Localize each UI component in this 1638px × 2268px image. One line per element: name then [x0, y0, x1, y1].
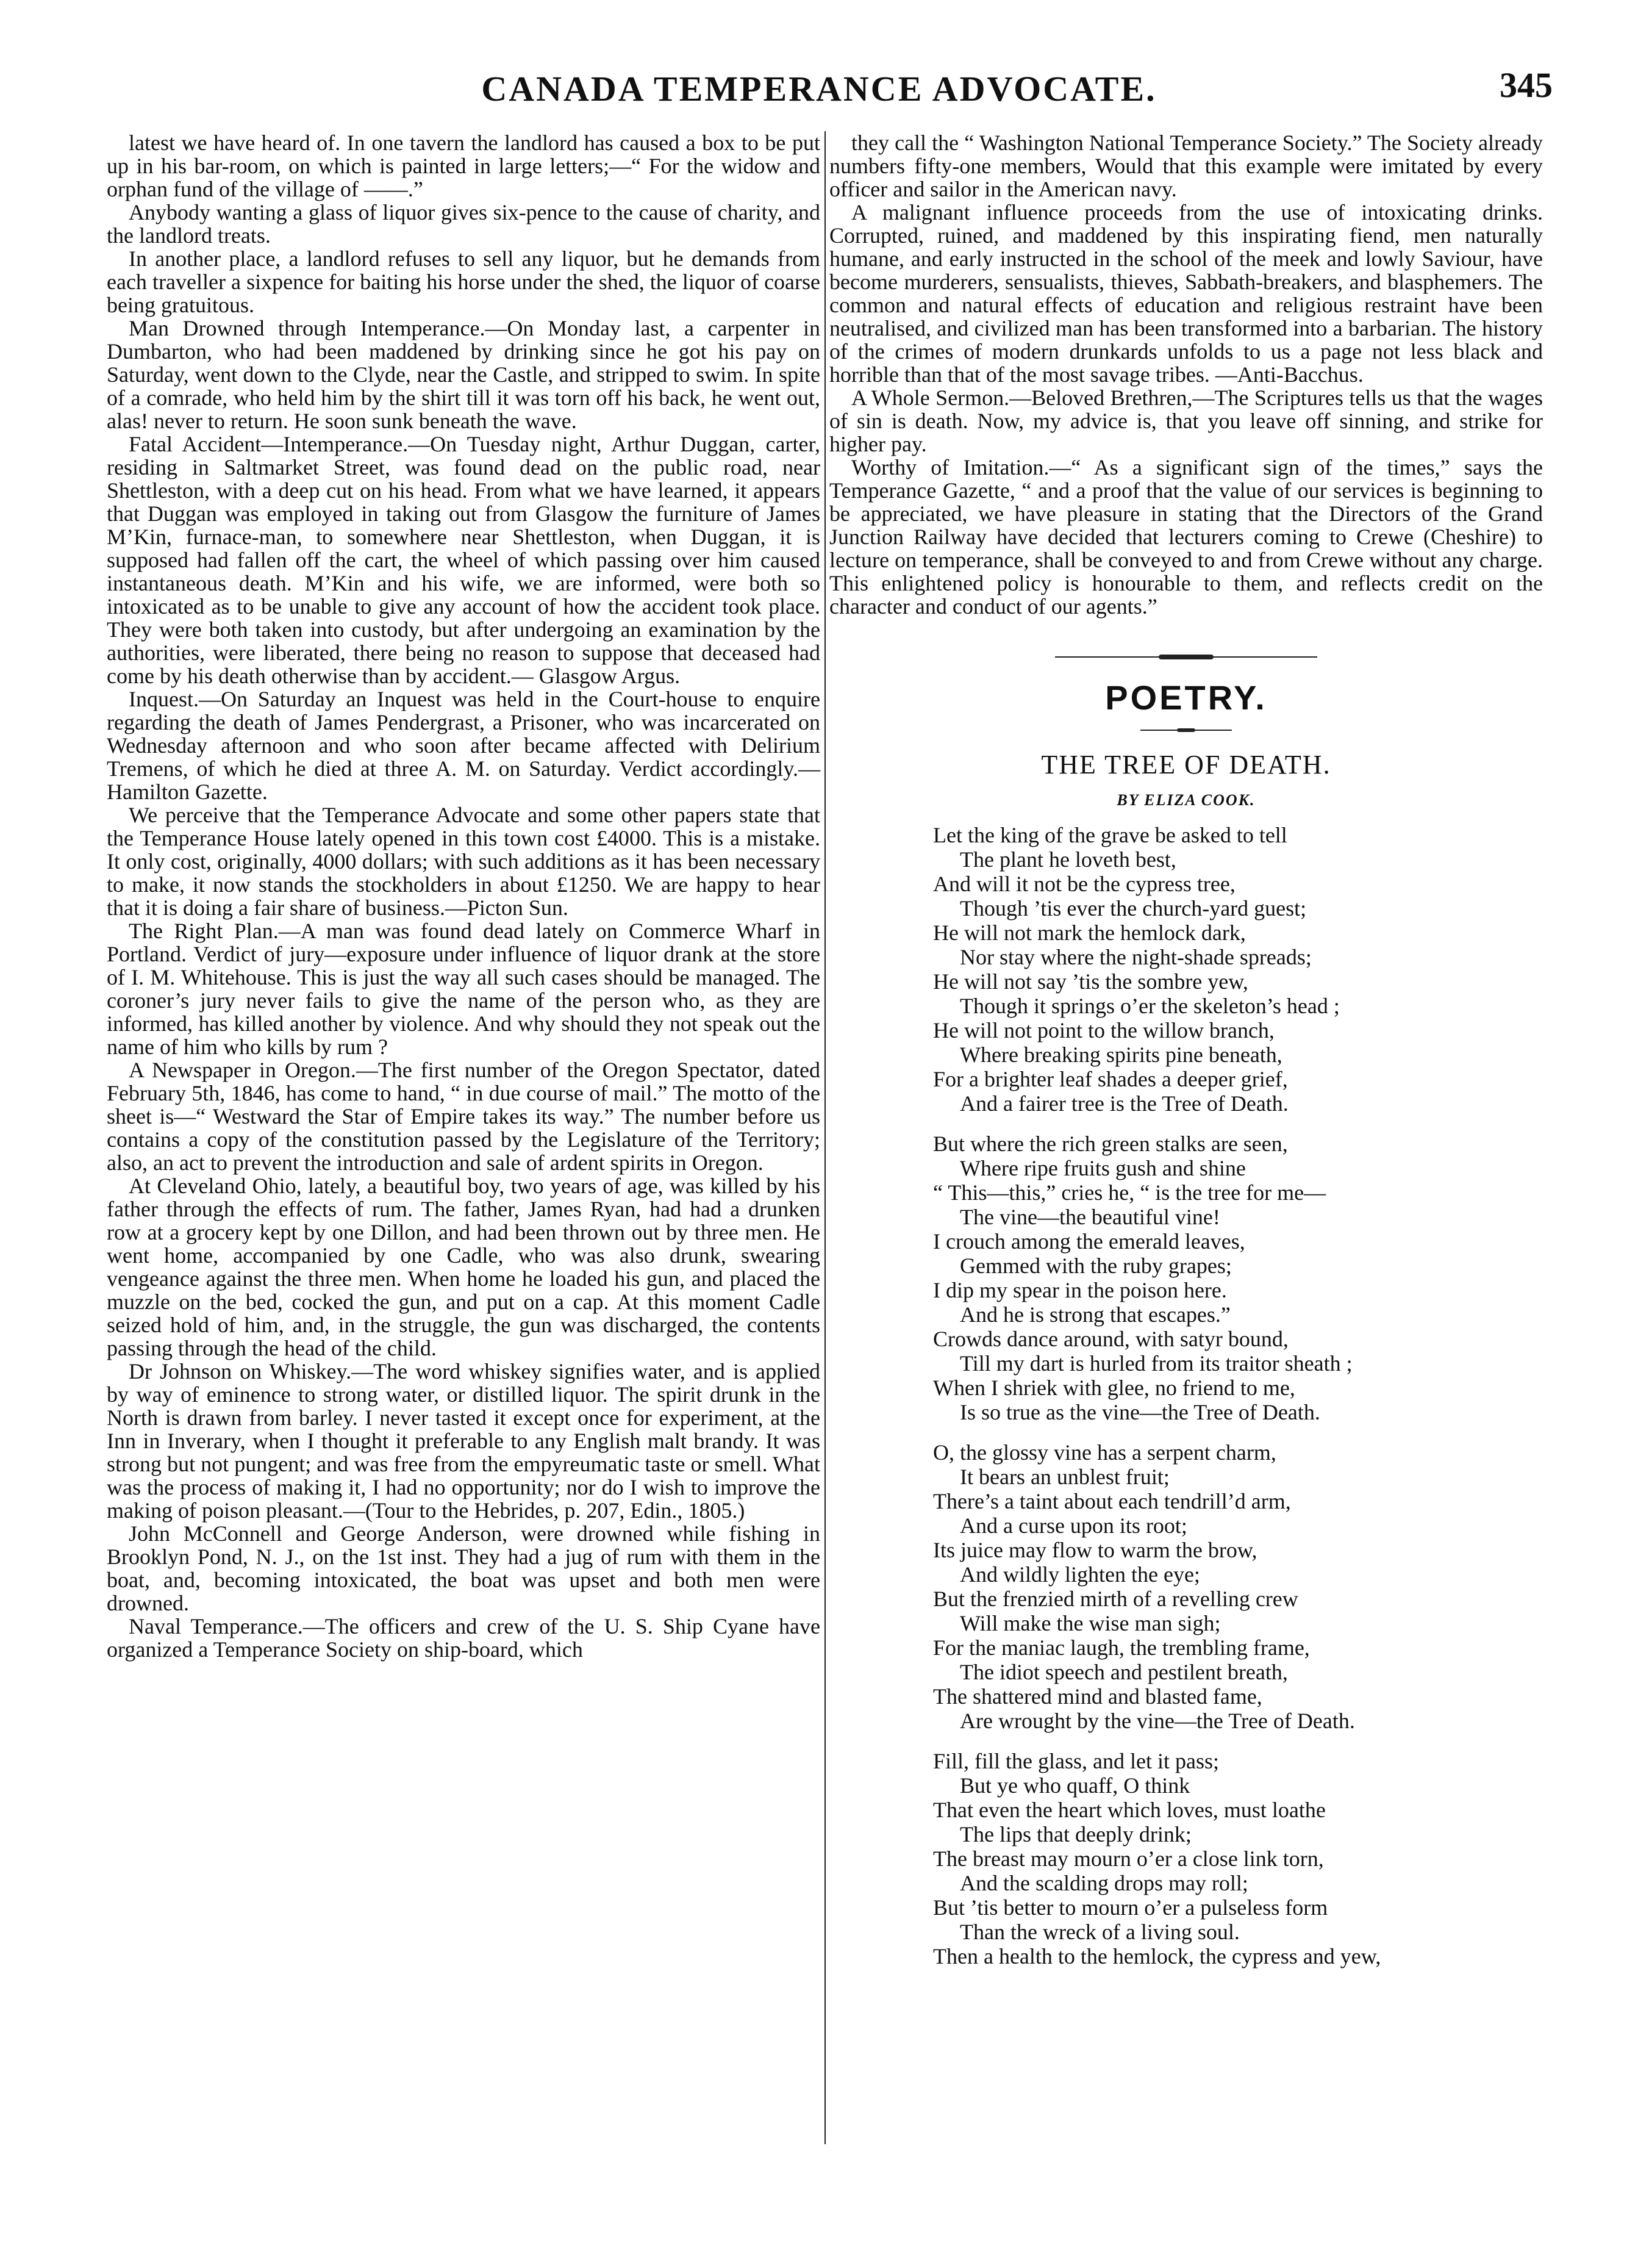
article-right-plan: The Right Plan.—A man was found dead lately on Commerce Wharf in Portland. Verdict of jury—exposure under influence of liquor drank at the store of I. M. Whitehouse. This is just the way all such cases should be managed. The coroner’s jury never fails to give the name of the person who, as they are informed, has killed another by violence. And why should they not speak out the name of him who kills by rum ?: [107, 919, 820, 1059]
article-dr-johnson: Dr Johnson on Whiskey.—The word whiskey signifies water, and is applied by way of eminence to strong water, or distilled liquor. The spirit drunk in the North is drawn from barley. I never tasted it except once for experiment, at the Inn in Inverary, when I thought it preferable to any English malt brandy. It was strong but not pungent; and was free from the empyreumatic taste or smell. What was the process of making it, I had no opportunity; nor do I wish to improve the making of poison pleasant.—(Tour to the Hebrides, p. 207, Edin., 1805.): [107, 1359, 820, 1523]
poem-stanza: [829, 1132, 1543, 1424]
poem-line: That even the heart which loves, must loathe: [933, 1798, 1326, 1822]
poem-line: Then a health to the hemlock, the cypress and yew,: [933, 1944, 1381, 1968]
ornament-divider: [1055, 655, 1317, 659]
poem-line: The idiot speech and pestilent breath,: [960, 1660, 1288, 1684]
section-title-poetry: POETRY.: [1105, 678, 1267, 717]
article-worthy-of-imitation: Worthy of Imitation.—“ As a significant sign of the times,” says the Temperance Gazette, “ and a proof that the value of our services is beginning to be appreciated, we have pleasure in stating that the Directors of the Grand Junction Railway have decided that lecturers coming to Crewe (Cheshire) to lecture on temperance, shall be conveyed to and from Crewe without any charge. This enlightened policy is honourable to them, and reflects credit on the character and conduct of our agents.”: [829, 455, 1543, 619]
poem-stanza: [829, 823, 1543, 1116]
poem-line: He will not point to the willow branch,: [933, 1018, 1275, 1042]
poem-title: THE TREE OF DEATH.: [1041, 750, 1331, 780]
small-ornament-divider: [1140, 728, 1232, 732]
article-paragraph: latest we have heard of. In one tavern the landlord has caused a box to be put up in his bar-room, on which is painted in large letters;—“ For the widow and orphan fund of the village of ——.”: [107, 131, 820, 201]
poem-line: Fill, fill the glass, and let it pass;: [933, 1749, 1219, 1773]
article-man-drowned: Man Drowned through Intemperance.—On Monday last, a carpenter in Dumbarton, who had been maddened by drinking since he got his pay on Saturday, went down to the Clyde, near the Castle, and stripped to swim. In spite of a comrade, who held him by the shirt till it was torn off his back, he went out, alas! never to return. He soon sunk beneath the wave.: [107, 316, 820, 433]
poem-stanza: [829, 1749, 1543, 1968]
poem: [829, 823, 1543, 1968]
poem-line: “ This—this,” cries he, “ is the tree for me—: [933, 1180, 1326, 1205]
article-paragraph: they call the “ Washington National Temperance Society.” The Society already numbers fifty-one members, Would that this example were imitated by every officer and sailor in the American navy.: [829, 131, 1543, 201]
poem-line: I crouch among the emerald leaves,: [933, 1229, 1245, 1254]
article-fatal-accident: Fatal Accident—Intemperance.—On Tuesday night, Arthur Duggan, carter, residing in Saltmarket Street, was found dead on the public road, near Shettleston, with a deep cut on his head. From what we have learned, it appears that Duggan was employed in taking out from Glasgow the furniture of James M’Kin, furnace-man, to somewhere near Shettleston, when Duggan, it is supposed had fallen off the cart, the wheel of which passing over him caused instantaneous death. M’Kin and his wife, we are informed, were both so intoxicated as to be unable to give any account of how the accident took place. They were both taken into custody, but after undergoing an examination by the authorities, were liberated, there being no reason to suppose that deceased had come by his death otherwise than by accident.— Glasgow Argus.: [107, 432, 820, 688]
poem-line: Crowds dance around, with satyr bound,: [933, 1327, 1289, 1351]
poem-line: Though ’tis ever the church-yard guest;: [960, 896, 1307, 920]
poem-line: It bears an unblest fruit;: [960, 1465, 1170, 1489]
poem-line: Nor stay where the night-shade spreads;: [960, 945, 1312, 969]
left-column: [107, 131, 820, 1661]
article-newspaper-oregon: A Newspaper in Oregon.—The first number of the Oregon Spectator, dated February 5th, 1846, has come to hand, “ in due course of mail.” The motto of the sheet is—“ Westward the Star of Empire takes its way.” The number before us contains a copy of the constitution passed by the Legislature of the Territory; also, an act to prevent the introduction and sale of ardent spirits in Oregon.: [107, 1058, 820, 1175]
article-naval-temperance: Naval Temperance.—The officers and crew of the U. S. Ship Cyane have organized a Temperance Society on ship-board, which: [107, 1614, 820, 1662]
poem-line: But the frenzied mirth of a revelling crew: [933, 1587, 1298, 1611]
poem-line: And the scalding drops may roll;: [960, 1871, 1248, 1895]
poem-line: But ’tis better to mourn o’er a pulseless form: [933, 1895, 1328, 1920]
article-temperance-house: We perceive that the Temperance Advocate and some other papers state that the Temperance House lately opened in this town cost £4000. This is a mistake. It only cost, originally, 4000 dollars; with such additions as it has been necessary to make, it now stands the stockholders in about £1250. We are happy to hear that it is doing a fair share of business.—Picton Sun.: [107, 803, 820, 920]
poem-line: Than the wreck of a living soul.: [960, 1920, 1240, 1944]
poem-line: Are wrought by the vine—the Tree of Death.: [960, 1709, 1355, 1733]
poem-stanza: [829, 1440, 1543, 1733]
poem-author: BY ELIZA COOK.: [1117, 791, 1256, 809]
poem-line: And will it not be the cypress tree,: [933, 872, 1236, 896]
poem-line: Where ripe fruits gush and shine: [960, 1156, 1246, 1180]
poem-line: Where breaking spirits pine beneath,: [960, 1042, 1282, 1067]
poem-line: And wildly lighten the eye;: [960, 1562, 1200, 1587]
article-drowned-brooklyn: John McConnell and George Anderson, were drowned while fishing in Brooklyn Pond, N. J., on the 1st inst. They had a jug of rum with them in the boat, and, becoming intoxicated, the boat was upset and both men were drowned.: [107, 1521, 820, 1615]
poem-line: Let the king of the grave be asked to tell: [933, 823, 1287, 847]
poem-line: The shattered mind and blasted fame,: [933, 1684, 1262, 1709]
poem-line: When I shriek with glee, no friend to me,: [933, 1376, 1295, 1400]
poem-line: The vine—the beautiful vine!: [960, 1205, 1220, 1229]
poem-line: Is so true as the vine—the Tree of Death.: [960, 1400, 1320, 1424]
poem-line: O, the glossy vine has a serpent charm,: [933, 1440, 1276, 1465]
page-number: 345: [1500, 65, 1553, 105]
poem-line: And he is strong that escapes.”: [960, 1302, 1231, 1327]
poem-line: Gemmed with the ruby grapes;: [960, 1254, 1232, 1278]
poem-line: I dip my spear in the poison here.: [933, 1278, 1227, 1302]
poem-line: But ye who quaff, O think: [960, 1773, 1190, 1798]
poem-line: The lips that deeply drink;: [960, 1822, 1192, 1846]
poem-line: Its juice may flow to warm the brow,: [933, 1538, 1257, 1562]
poem-line: The breast may mourn o’er a close link torn,: [933, 1846, 1324, 1871]
poem-line: And a curse upon its root;: [960, 1513, 1187, 1538]
poem-line: Will make the wise man sigh;: [960, 1611, 1221, 1635]
article-inquest: Inquest.—On Saturday an Inquest was held in the Court-house to enquire regarding the death of James Pendergrast, a Prisoner, who was incarcerated on Wednesday afternoon and who soon after became affected with Delirium Tremens, of which he died at three A. M. on Saturday. Verdict accordingly.—Hamilton Gazette.: [107, 687, 820, 804]
poem-line: He will not mark the hemlock dark,: [933, 920, 1246, 945]
column-divider: [824, 131, 826, 2144]
poem-line: Till my dart is hurled from its traitor sheath ;: [960, 1351, 1353, 1376]
article-paragraph: Anybody wanting a glass of liquor gives six-pence to the cause of charity, and the landlord treats.: [107, 200, 820, 248]
poem-line: For the maniac laugh, the trembling frame,: [933, 1635, 1310, 1660]
article-cleveland: At Cleveland Ohio, lately, a beautiful boy, two years of age, was killed by his father through the effects of rum. The father, James Ryan, had had a drunken row at a grocery kept by one Dillon, and had been thrown out by three men. He went home, accompanied by one Cadle, who was also drunk, swearing vengeance against the three men. When home he loaded his gun, and placed the muzzle on the bed, cocked the gun, and put on a cap. At this moment Cadle seized hold of him, and, in the struggle, the gun was discharged, the contents passing through the head of the child.: [107, 1174, 820, 1360]
poem-line: And a fairer tree is the Tree of Death.: [960, 1091, 1289, 1116]
article-malignant-influence: A malignant influence proceeds from the use of intoxicating drinks. Corrupted, ruined, and maddened by this inspirating fiend, men naturally humane, and early instructed in the school of the meek and lowly Saviour, have become murderers, sensualists, thieves, Sabbath-breakers, and blasphemers. The common and natural effects of education and religious restraint have been neutralised, and civilized man has been transformed into a barbarian. The history of the crimes of modern drunkards unfolds to us a page not less black and horrible than that of the most savage tribes. —Anti-Bacchus.: [829, 200, 1543, 387]
poem-line: There’s a taint about each tendrill’d arm,: [933, 1489, 1291, 1513]
poem-line: The plant he loveth best,: [960, 847, 1176, 872]
article-whole-sermon: A Whole Sermon.—Beloved Brethren,—The Scriptures tells us that the wages of sin is death. Now, my advice is, that you leave off sinning, and strike for higher pay.: [829, 386, 1543, 456]
poem-line: For a brighter leaf shades a deeper grief,: [933, 1067, 1288, 1091]
right-column: [829, 131, 1543, 1984]
article-paragraph: In another place, a landlord refuses to sell any liquor, but he demands from each traveller a sixpence for baiting his horse under the shed, the liquor of coarse being gratuitous.: [107, 246, 820, 317]
poem-line: Though it springs o’er the skeleton’s head ;: [960, 994, 1340, 1018]
poem-line: He will not say ’tis the sombre yew,: [933, 969, 1248, 994]
poem-line: But where the rich green stalks are seen,: [933, 1132, 1288, 1156]
page-header-title: CANADA TEMPERANCE ADVOCATE.: [481, 69, 1157, 109]
